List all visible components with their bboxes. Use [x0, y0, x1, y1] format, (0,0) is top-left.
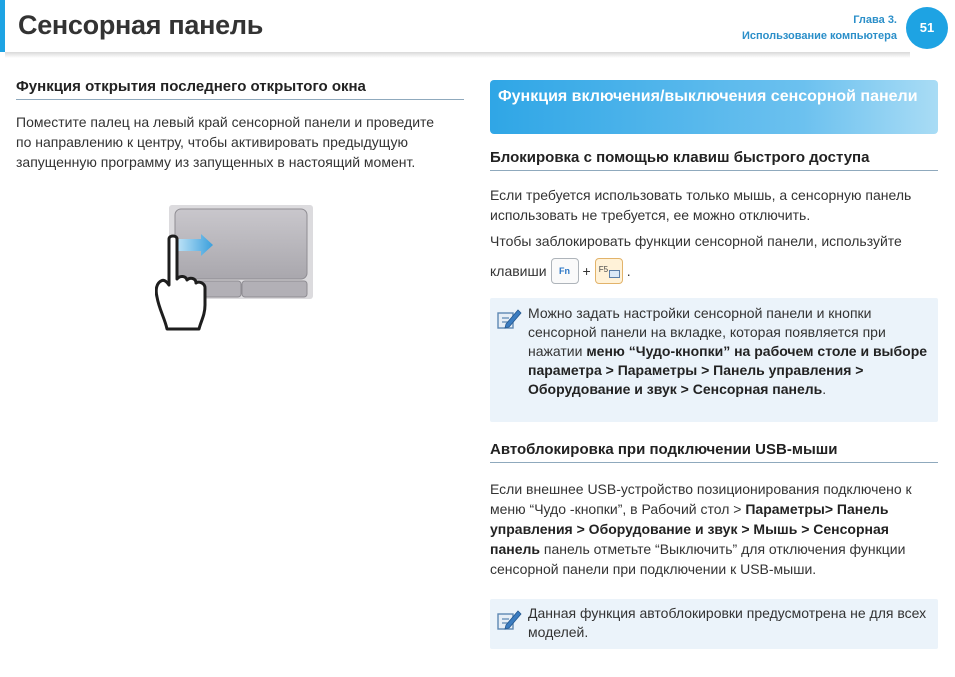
- usb-text-part2: панель отметьте “Выключить” для отключения функции сенсорной панели при подключении к USB-мыши.: [490, 541, 906, 577]
- usb-autolock-paragraph: [490, 479, 938, 579]
- f5-key-icon: [595, 258, 623, 284]
- last-window-description: Поместите палец на левый край сенсорной панели и проведите по направлению к центру, чтобы активировать предыдущую запущенную программу из запущенных в настоящий момент.: [16, 114, 435, 170]
- f5-key-label: F5: [598, 265, 609, 274]
- header-accent-bar: [0, 0, 5, 52]
- touchpad-swipe-illustration: [155, 205, 315, 335]
- hotkey-combo: [490, 256, 938, 286]
- chapter-number: Глава 3.: [853, 14, 897, 26]
- model-availability-text: Данная функция автоблокировки предусмотрена не для всех моделей.: [528, 605, 927, 640]
- usb-bold-path: Параметры> Панель управления > Оборудование и звук > Мышь > Сенсорная панель: [490, 501, 889, 557]
- note1-bold-path: меню “Чудо-кнопки” на рабочем столе и выборе параметра > Параметры > Панель управления > Оборудование и звук > Сенсорная панель: [528, 343, 928, 397]
- chapter-title: Использование компьютера: [741, 30, 897, 42]
- settings-note: [490, 298, 938, 422]
- keys-prefix-label: клавиши: [490, 263, 547, 279]
- right-column: [490, 80, 938, 649]
- note1-text-part1: Можно задать настройки сенсорной панели и кнопки сенсорной панели на вкладке, которая появляется при нажатии: [528, 305, 886, 359]
- touchpad-toggle-icon: [609, 270, 620, 278]
- hotkey-paragraph-2: Чтобы заблокировать функции сенсорной панели, используйте: [490, 233, 902, 249]
- usb-text-part1: Если внешнее USB-устройство позиционирования подключено к меню “Чудо -кнопки”, в Рабочий стол >: [490, 481, 912, 517]
- chapter-label: [742, 12, 897, 44]
- hotkey-paragraph-1: Если требуется использовать только мышь, а сенсорную панель использовать не требуется, ее можно отключить.: [490, 187, 912, 223]
- header-divider: [5, 52, 910, 58]
- section-heading-usb-autolock: Автоблокировка при подключении USB-мыши: [490, 441, 938, 463]
- pencil-note-icon: [496, 306, 522, 332]
- page-title: Сенсорная панель: [18, 10, 264, 40]
- section-heading-last-window: Функция открытия последнего открытого окна: [16, 78, 464, 100]
- model-availability-note: [490, 599, 938, 649]
- settings-note-text: [490, 304, 930, 399]
- plus-sign: +: [582, 263, 591, 279]
- page-header: [0, 0, 955, 58]
- keys-suffix: .: [626, 263, 631, 279]
- note1-text-part2: .: [822, 381, 827, 397]
- page-number-badge: 51: [906, 7, 948, 49]
- section-heading-hotkey-lock: Блокировка с помощью клавиш быстрого доступа: [490, 149, 938, 171]
- fn-key-icon: Fn: [551, 258, 579, 284]
- pencil-note-icon: [496, 607, 522, 633]
- left-column: [16, 78, 464, 172]
- touchpad-toggle-banner: Функция включения/выключения сенсорной панели: [490, 80, 938, 134]
